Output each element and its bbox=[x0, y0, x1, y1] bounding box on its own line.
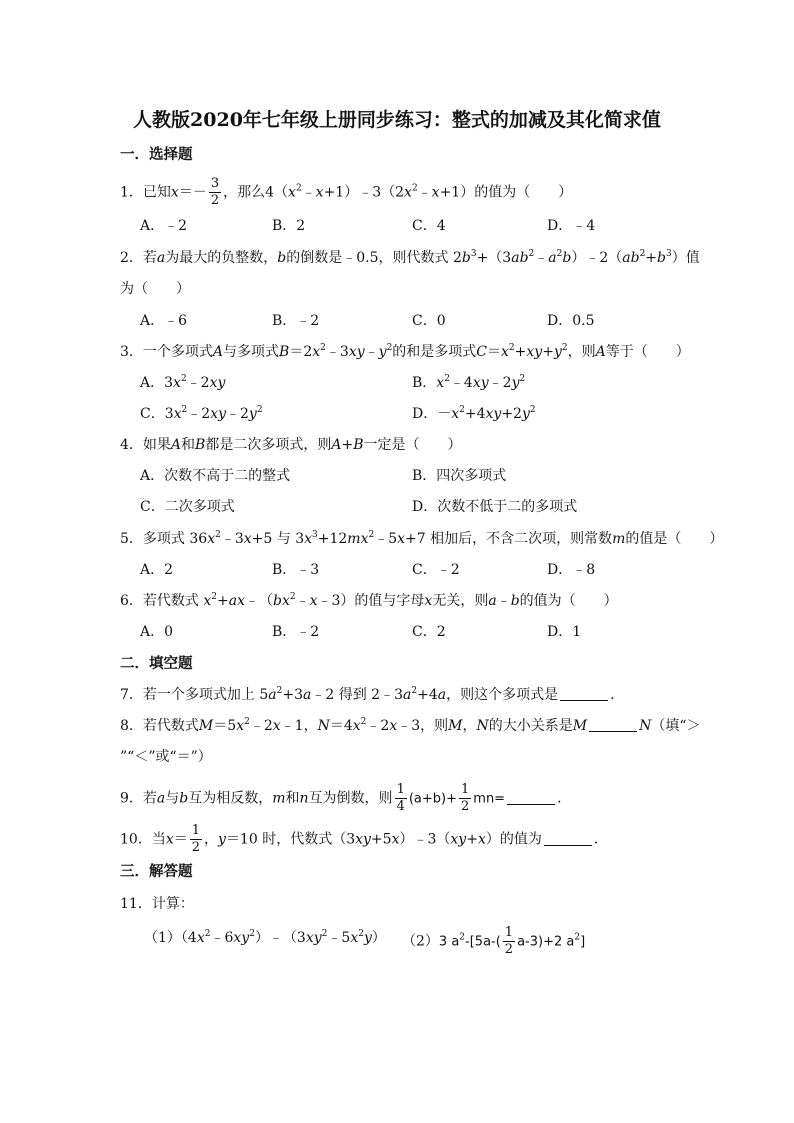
q11-part-2: （2）3 $a^2-[5a-$( $\frac{1}{2}$ a-3)+2 $a^2$] bbox=[402, 925, 586, 957]
section-choice-heading: 一．选择题 bbox=[120, 146, 193, 163]
q4-option-b: B．四次多项式 bbox=[412, 468, 507, 484]
question-9: 9．若a与b互为相反数，m和n互为倒数，则 $\frac{1}{4}$ (a+b)+ $\frac{1}{2}$ mn= ． bbox=[120, 782, 572, 814]
q1-option-b: B．2 bbox=[272, 218, 306, 234]
fraction-one-half: $\frac{1}{2}$ bbox=[191, 823, 201, 855]
q5-option-d: D．﹣8 bbox=[547, 562, 596, 578]
question-1: 1．已知x＝－ $\frac{3}{2}$ ，那么$4(x^2﹣x+1)﹣3(2x^2﹣x+1)$的值为（ ） bbox=[120, 176, 573, 208]
q3-option-d: D．$-x^2+4xy+2y^2$ bbox=[412, 405, 536, 422]
question-7: 7．若一个多项式加上 $5a^2+3a﹣2$ 得到 $2﹣3a^2+4a$，则这个多项式是 ． bbox=[120, 686, 625, 703]
q4-option-c: C．二次多项式 bbox=[140, 499, 235, 515]
q2-option-a: A．﹣6 bbox=[140, 313, 188, 329]
fraction-one-quarter: $\frac{1}{4}$ bbox=[396, 782, 405, 814]
answer-blank bbox=[507, 790, 555, 805]
page-title: 人教版2020年七年级上册同步练习：整式的加减及其化简求值 bbox=[133, 109, 661, 131]
question-8-wrap: ”“＜”或“＝”） bbox=[120, 749, 212, 765]
q2-option-d: D．0.5 bbox=[547, 313, 595, 329]
question-6: 6．若代数式 $x^2+ax﹣(bx^2﹣x﹣3)$的值与字母x无关，则a﹣b的值为（ ） bbox=[120, 592, 618, 609]
q5-option-a: A．2 bbox=[140, 562, 174, 578]
q6-option-a: A．0 bbox=[140, 624, 174, 640]
q3-option-c: C．$3x^2﹣2xy﹣2y^2$ bbox=[140, 405, 263, 422]
q4-option-a: A．次数不高于二的整式 bbox=[140, 468, 291, 484]
question-4: 4．如果A和B都是二次多项式，则A+B一定是（ ） bbox=[120, 437, 462, 453]
q4-option-d: D．次数不低于二的多项式 bbox=[412, 499, 578, 515]
fraction-one-half: $\frac{1}{2}$ bbox=[504, 925, 514, 957]
q2-option-b: B．﹣2 bbox=[272, 313, 320, 329]
question-11: 11．计算： bbox=[120, 896, 194, 912]
section-solve-heading: 三．解答题 bbox=[120, 863, 193, 880]
q6-option-c: C．2 bbox=[412, 624, 446, 640]
answer-blank bbox=[589, 717, 637, 732]
q5-option-c: C．﹣2 bbox=[412, 562, 460, 578]
q11-part-1: $(1)(4x^2﹣6xy^2)﹣(3xy^2﹣5x^2y)$ bbox=[144, 929, 386, 946]
section-fill-heading: 二．填空题 bbox=[120, 655, 193, 672]
q3-option-a: A．$3x^2﹣2xy$ bbox=[140, 374, 226, 391]
q1-option-a: A．﹣2 bbox=[140, 218, 188, 234]
q6-option-d: D．1 bbox=[547, 624, 582, 640]
question-3: 3．一个多项式A与多项式$B=2x^2﹣3xy﹣y^2$的和是多项式$C=x^2+xy+y^2$，则A等于（ ） bbox=[120, 343, 690, 360]
question-5: 5．多项式 $36x^2﹣3x+5$ 与 $3x^3+12mx^2﹣5x+7$ 相加后，不含二次项，则常数m的值是（ ） bbox=[120, 530, 724, 547]
fraction-three-halves: $\frac{3}{2}$ bbox=[210, 176, 220, 208]
q3-option-b: B．$x^2﹣4xy﹣2y^2$ bbox=[412, 374, 526, 391]
q5-option-b: B．﹣3 bbox=[272, 562, 320, 578]
question-2: 2．若a为最大的负整数，b的倒数是﹣0.5，则代数式 $2b^3+(3ab^2﹣a^2b)﹣2(ab^2+b^3)$值 bbox=[120, 249, 700, 266]
q1-option-d: D．﹣4 bbox=[547, 218, 596, 234]
question-10: 10．当x＝ $\frac{1}{2}$ ，y＝10 时，代数式（3xy+5x）﹣3（xy+x）的值为 ． bbox=[120, 823, 608, 855]
q2-option-c: C．0 bbox=[412, 313, 446, 329]
fraction-one-half: $\frac{1}{2}$ bbox=[461, 782, 470, 814]
question-8: 8．若代数式$M=5x^2﹣2x﹣1$，$N=4x^2﹣2x﹣3$，则M，N的大小关系是M N（填“＞ bbox=[120, 717, 701, 734]
q1-option-c: C．4 bbox=[412, 218, 446, 234]
answer-blank bbox=[560, 686, 608, 701]
question-2-wrap: 为（ ） bbox=[120, 281, 190, 297]
answer-blank bbox=[544, 831, 592, 846]
q6-option-b: B．﹣2 bbox=[272, 624, 320, 640]
